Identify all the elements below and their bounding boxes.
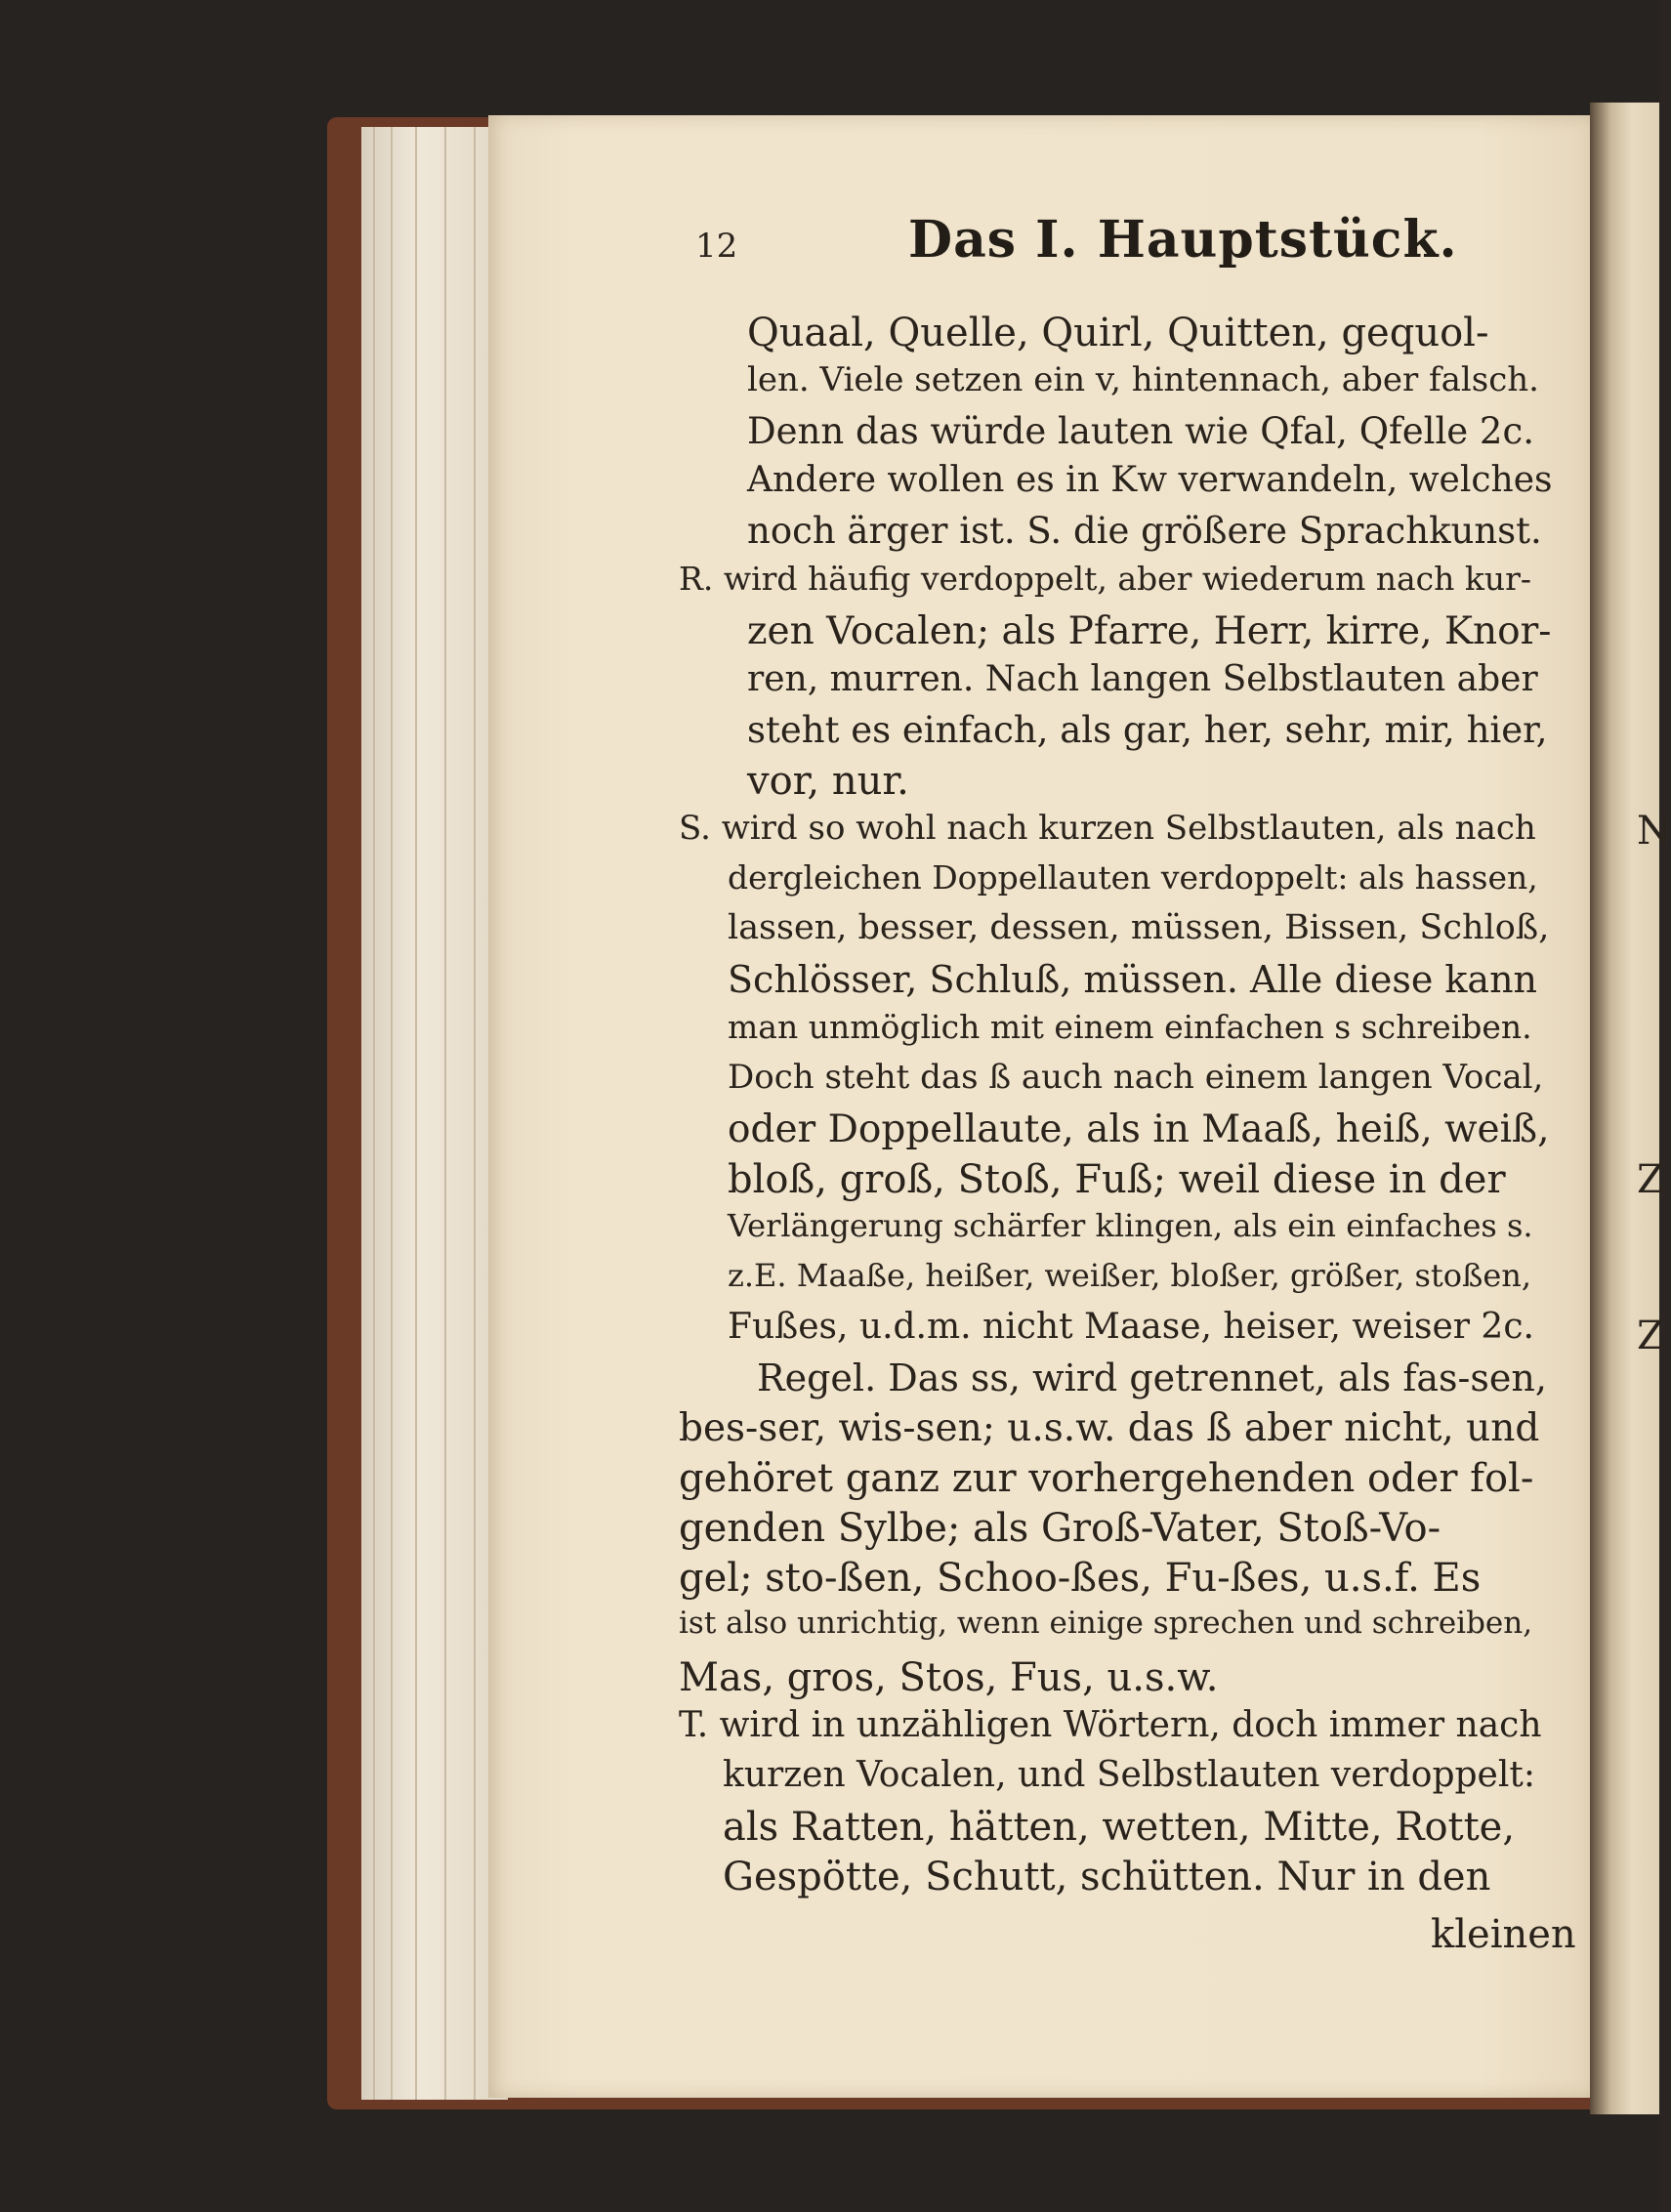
text-line: lassen, besser, dessen, müssen, Bissen, Schloß,: [728, 908, 1550, 947]
text-line: ist also unrichtig, wenn einige sprechen und schreiben,: [679, 1606, 1533, 1641]
page-number: 12: [695, 227, 738, 266]
text-line: gel; sto-ßen, Schoo-ßes, Fu-ßes, u.s.f. Es: [679, 1556, 1482, 1601]
text-line: dergleichen Doppellauten verdoppelt: als hassen,: [728, 858, 1538, 897]
text-line: ren, murren. Nach langen Selbstlauten aber: [747, 659, 1538, 699]
text-line: vor, nur.: [747, 759, 909, 804]
text-line: S. wird so wohl nach kurzen Selbstlauten, als nach: [679, 809, 1536, 848]
text-line: z.E. Maaße, heißer, weißer, bloßer, größer, stoßen,: [728, 1257, 1532, 1294]
text-line: kurzen Vocalen, und Selbstlauten verdoppelt:: [723, 1755, 1535, 1795]
page-stack-edges: [361, 127, 508, 2100]
text-line: Gespötte, Schutt, schütten. Nur in den: [723, 1855, 1491, 1899]
catchword: kleinen: [1431, 1912, 1576, 1957]
text-line: T. wird in unzähligen Wörtern, doch immer nach: [679, 1705, 1542, 1745]
facing-page-gutter: [1590, 103, 1659, 2114]
facing-page-fragment: N: [1637, 809, 1671, 854]
text-line: Doch steht das ß auch nach einem langen Vocal,: [728, 1058, 1544, 1097]
facing-page-fragment: Z: [1637, 1314, 1664, 1358]
text-line: oder Doppellaute, als in Maaß, heiß, weiß,: [728, 1107, 1550, 1151]
text-line: Schlösser, Schluß, müssen. Alle diese kann: [728, 958, 1538, 1001]
text-line: bes-ser, wis-sen; u.s.w. das ß aber nicht, und: [679, 1406, 1540, 1450]
facing-page-fragment: Z: [1637, 1157, 1664, 1202]
text-line: Regel. Das ss, wird getrennet, als fas-sen,: [757, 1356, 1547, 1399]
text-line: Quaal, Quelle, Quirl, Quitten, gequol-: [747, 311, 1489, 355]
text-line: zen Vocalen; als Pfarre, Herr, kirre, Knor-: [747, 609, 1552, 653]
text-line: Andere wollen es in Kw verwandeln, welches: [747, 460, 1553, 500]
text-line: genden Sylbe; als Groß-Vater, Stoß-Vo-: [679, 1506, 1441, 1551]
text-line: Denn das würde lauten wie Qfal, Qfelle 2c.: [747, 410, 1534, 452]
running-head: Das I. Hauptstück.: [908, 210, 1458, 270]
text-line: noch ärger ist. S. die größere Sprachkunst.: [747, 510, 1542, 552]
text-line: man unmöglich mit einem einfachen s schreiben.: [728, 1008, 1532, 1046]
text-line: Mas, gros, Stos, Fus, u.s.w.: [679, 1655, 1219, 1700]
text-line: steht es einfach, als gar, her, sehr, mir, hier,: [747, 709, 1548, 751]
text-line: Verlängerung schärfer klingen, als ein einfaches s.: [728, 1207, 1533, 1244]
text-line: len. Viele setzen ein v, hintennach, aber falsch.: [747, 360, 1539, 399]
text-line: gehöret ganz zur vorhergehenden oder fol-: [679, 1456, 1534, 1501]
text-line: bloß, groß, Stoß, Fuß; weil diese in der: [728, 1157, 1506, 1202]
text-line: R. wird häufig verdoppelt, aber wiederum nach kur-: [679, 560, 1532, 598]
text-line: als Ratten, hätten, wetten, Mitte, Rotte,: [723, 1805, 1516, 1850]
text-line: Fußes, u.d.m. nicht Maase, heiser, weiser 2c.: [728, 1307, 1534, 1347]
